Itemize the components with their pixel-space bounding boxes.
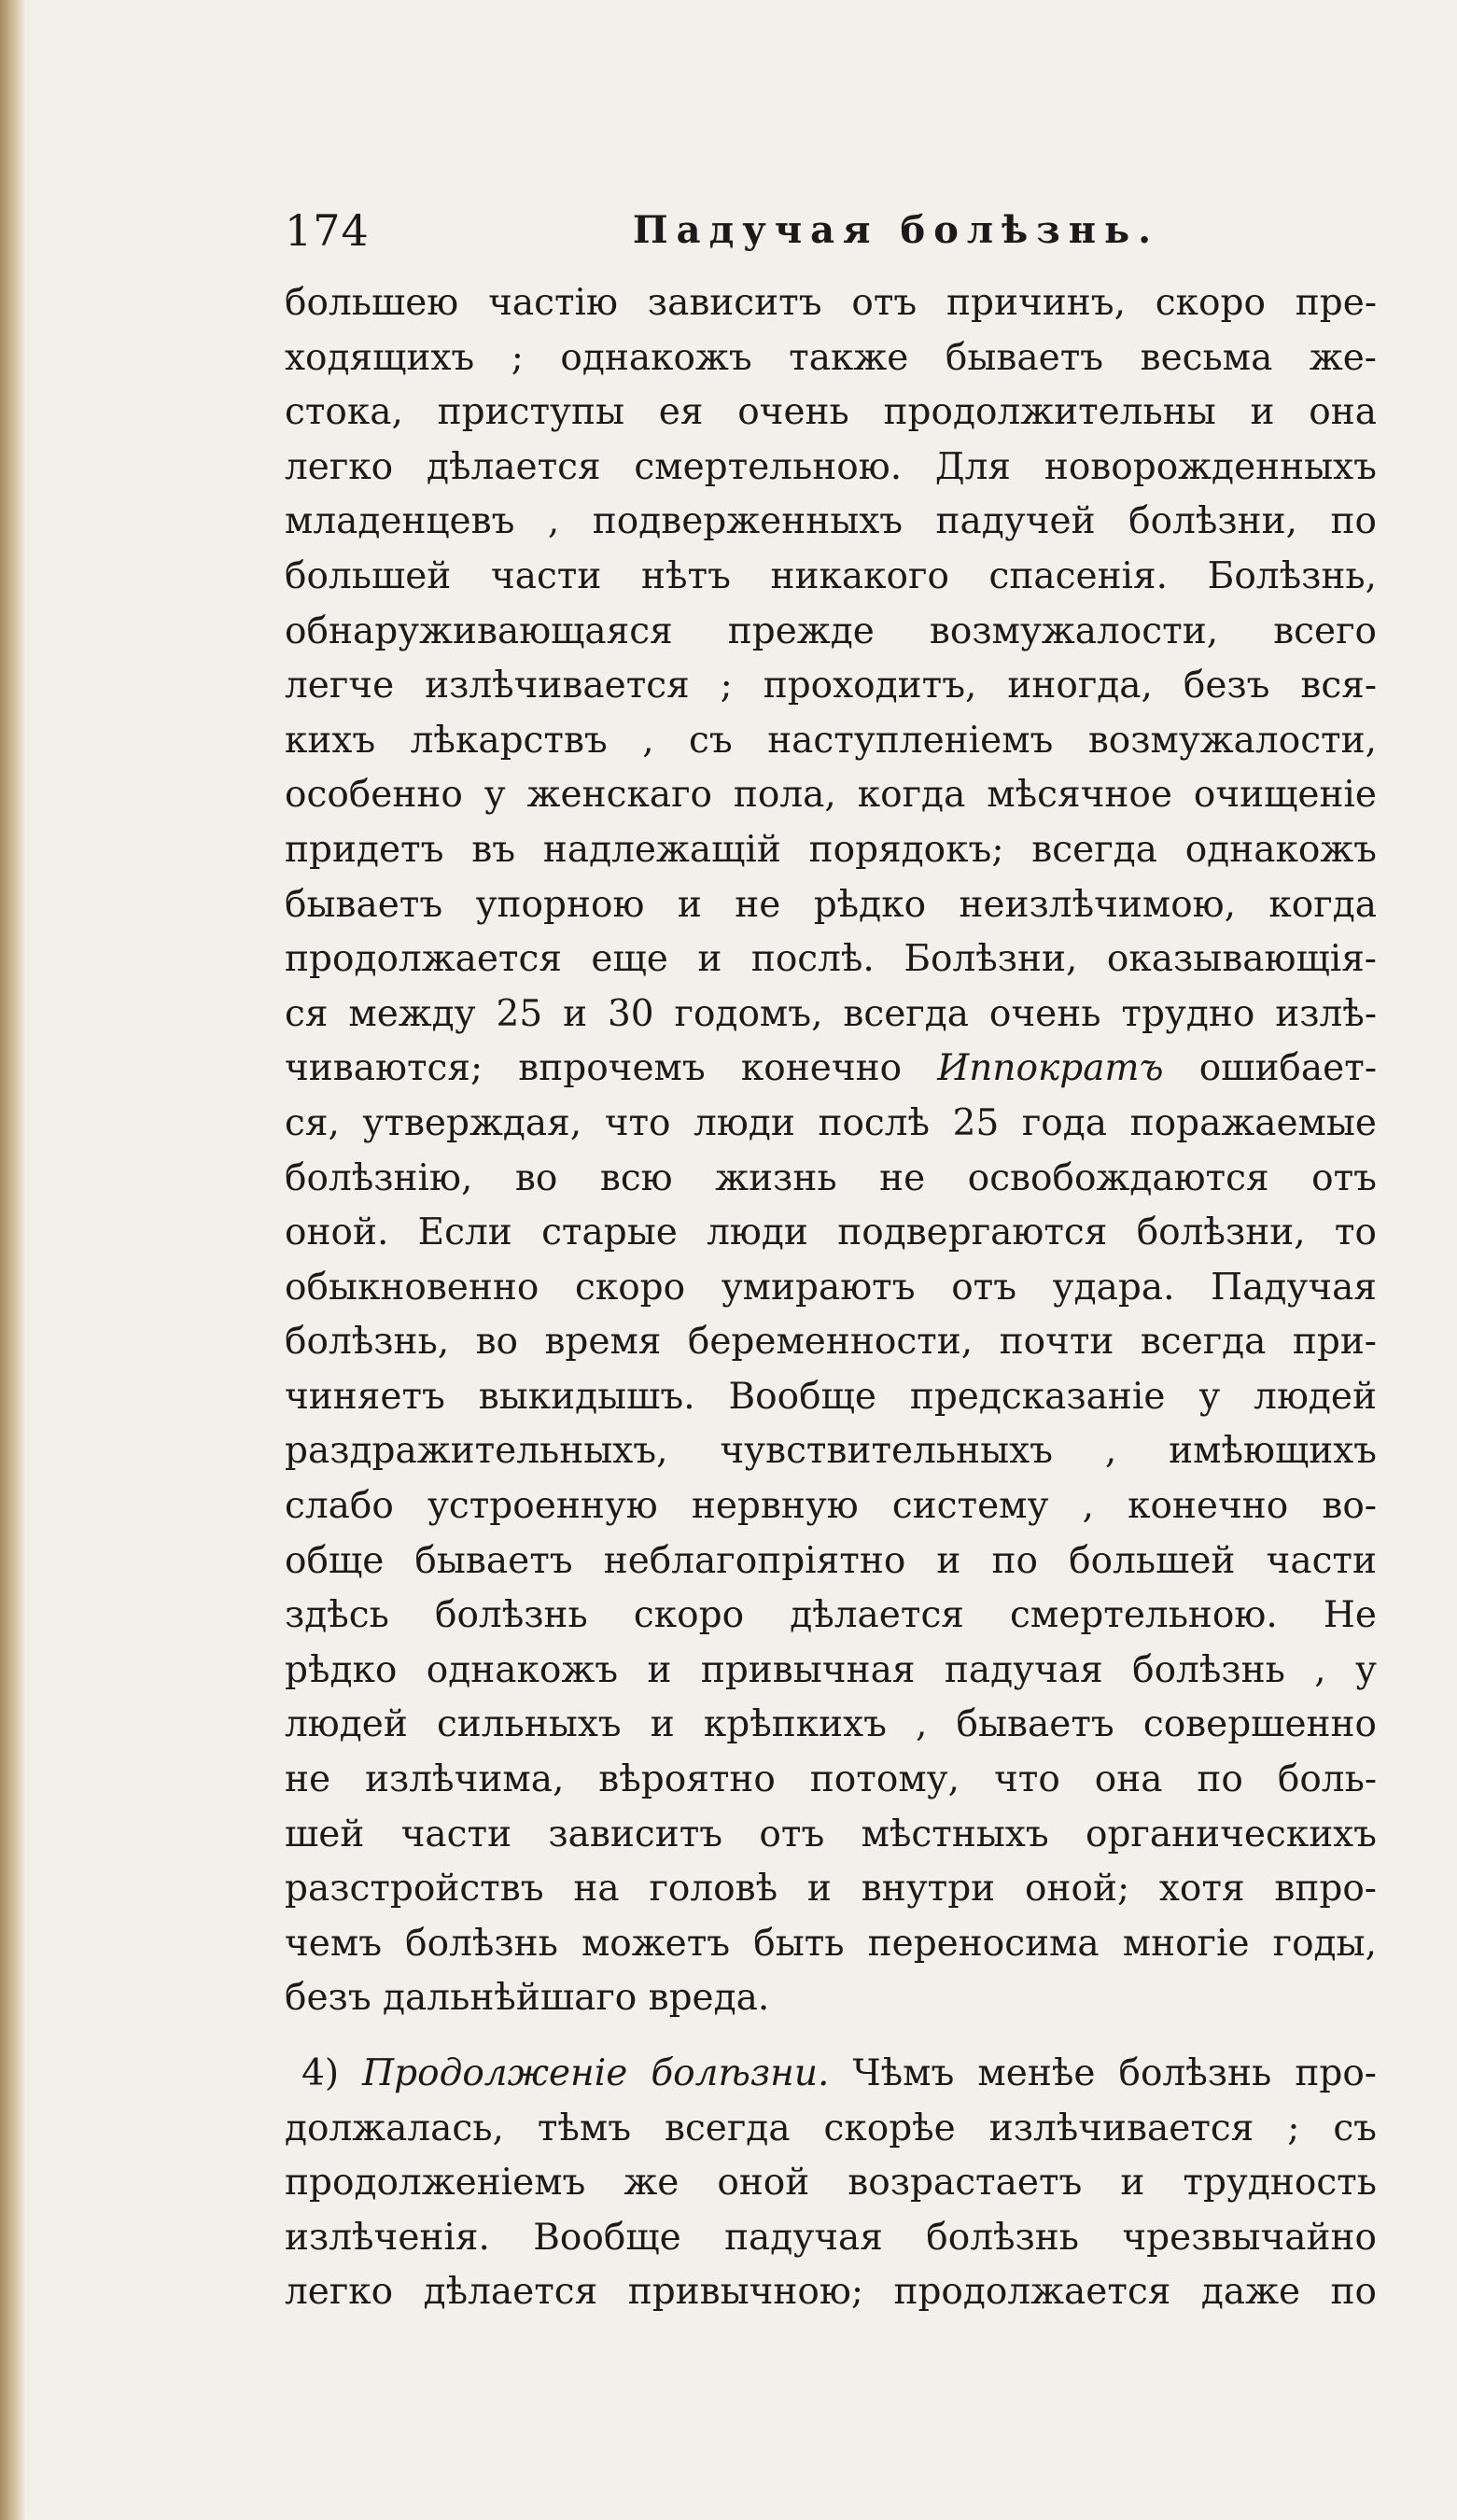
text-line: слабо устроенную нервную систему , конечно во- — [285, 1485, 1377, 1528]
text-line: здѣсь болѣзнь скоро дѣлается смертельною. Не — [285, 1594, 1377, 1637]
text-line: стока, приступы ея очень продолжительны и она — [285, 391, 1377, 434]
text-line: продолженіемъ же оной возрастаетъ и трудность — [285, 2162, 1377, 2205]
text-line: чемъ болѣзнь можетъ быть переносима многіе годы, — [285, 1922, 1377, 1965]
italic-name: Иппократъ — [937, 1047, 1164, 1090]
page-number: 174 — [285, 205, 370, 256]
text-line: младенцевъ , подверженныхъ падучей болѣзни, по — [285, 500, 1377, 543]
text-line-with-italic — [285, 1042, 1377, 1097]
text-segment: Чѣмъ менѣе болѣзнь про- — [852, 2052, 1377, 2094]
running-title: Падучая болѣзнь. — [632, 208, 1160, 252]
text-line: легко дѣлается смертельною. Для новорожденныхъ — [285, 445, 1377, 488]
text-line: большей части нѣтъ никакого спасенія. Болѣзнь, — [285, 554, 1377, 597]
body-text — [285, 276, 1377, 2320]
text-line: должалась, тѣмъ всегда скорѣе излѣчивается ; съ — [285, 2107, 1377, 2149]
text-line: разстройствъ на головѣ и внутри оной; хотя впро- — [285, 1868, 1377, 1911]
text-line: легко дѣлается привычною; продолжается даже по — [285, 2271, 1377, 2314]
text-line: болѣзнію, во всю жизнь не освобождаются отъ — [285, 1156, 1377, 1199]
text-line: обнаруживающаяся прежде возмужалости, всего — [285, 609, 1377, 652]
text-line: излѣченія. Вообще падучая болѣзнь чрезвычайно — [285, 2216, 1377, 2259]
text-line: рѣдко однакожъ и привычная падучая болѣзнь , у — [285, 1648, 1377, 1691]
section-number: 4) — [301, 2052, 340, 2094]
text-line: людей сильныхъ и крѣпкихъ , бываетъ совершенно — [285, 1703, 1377, 1746]
text-line: кихъ лѣкарствъ , съ наступленіемъ возмужалости, — [285, 719, 1377, 762]
text-line: раздражительныхъ, чувствительныхъ , имѣющихъ — [285, 1430, 1377, 1473]
text-line: обыкновенно скоро умираютъ отъ удара. Падучая — [285, 1266, 1377, 1309]
text-segment: ошибает- — [1198, 1047, 1377, 1090]
text-line: болѣзнь, во время беременности, почти всегда при- — [285, 1321, 1377, 1364]
text-line: ся, утверждая, что люди послѣ 25 года поражаемые — [285, 1101, 1377, 1144]
text-line: чиняетъ выкидышъ. Вообще предсказаніе у людей — [285, 1375, 1377, 1418]
text-line: шей части зависитъ отъ мѣстныхъ органическихъ — [285, 1813, 1377, 1855]
page-header — [285, 198, 1377, 263]
paragraph-gap — [285, 2026, 1377, 2047]
text-line: не излѣчима, вѣроятно потому, что она по боль- — [285, 1758, 1377, 1801]
section-heading-line — [285, 2047, 1377, 2102]
text-line: ся между 25 и 30 годомъ, всегда очень трудно излѣ- — [285, 992, 1377, 1035]
text-line: безъ дальнѣйшаго вреда. — [285, 1977, 770, 2020]
text-line: ходящихъ ; однакожъ также бываетъ весьма же- — [285, 336, 1377, 379]
text-line: особенно у женскаго пола, когда мѣсячное очищеніе — [285, 774, 1377, 817]
text-line: придетъ въ надлежащій порядокъ; всегда однакожъ — [285, 828, 1377, 871]
text-line: оной. Если старые люди подвергаются болѣзни, то — [285, 1211, 1377, 1254]
text-segment: чиваются; впрочемъ конечно — [285, 1047, 903, 1090]
text-line: продолжается еще и послѣ. Болѣзни, оказывающія- — [285, 938, 1377, 981]
text-line: легче излѣчивается ; проходитъ, иногда, безъ вся- — [285, 665, 1377, 707]
text-line: бываетъ упорною и не рѣдко неизлѣчимою, когда — [285, 883, 1377, 926]
text-line: большею частію зависитъ отъ причинъ, скоро пре- — [285, 282, 1377, 324]
section-heading: Продолженіе болѣзни. — [362, 2052, 830, 2094]
text-line: обще бываетъ неблагопріятно и по большей части — [285, 1539, 1377, 1582]
